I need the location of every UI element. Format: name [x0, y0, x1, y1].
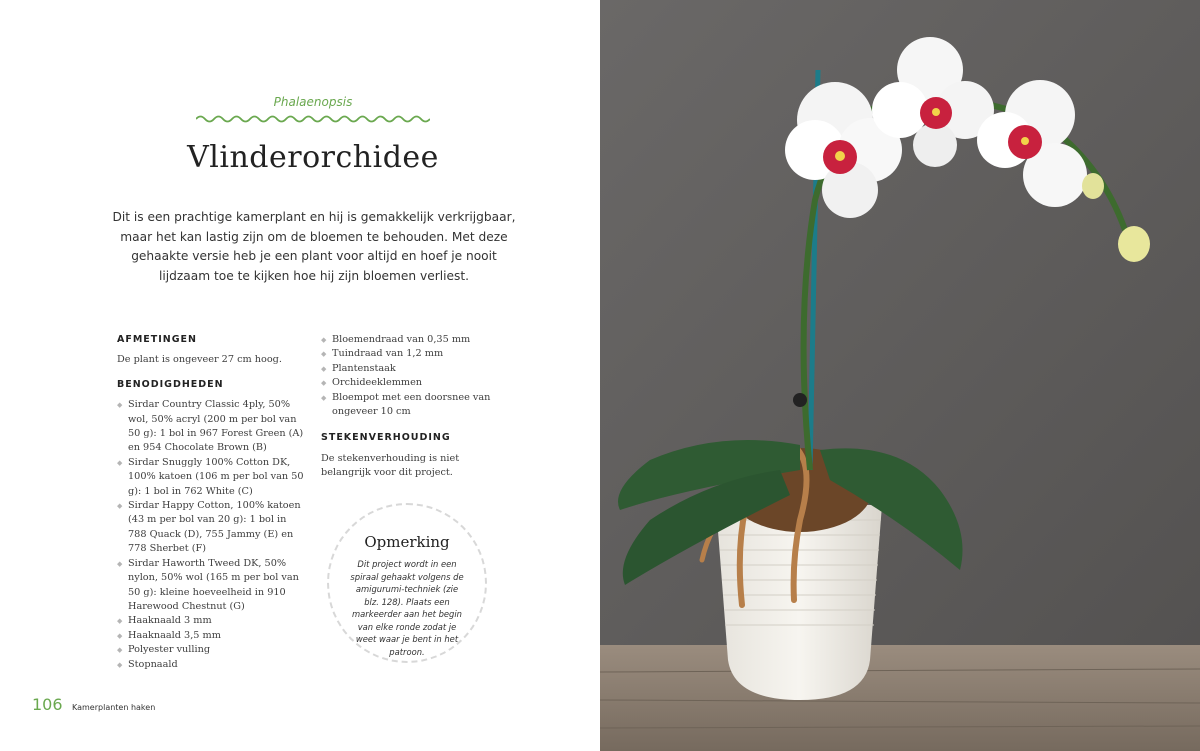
page-title: Vlinderorchidee	[187, 140, 439, 175]
afmetingen-text: De plant is ongeveer 27 cm hoog.	[117, 354, 282, 366]
list-item: ◆ Sirdar Happy Cotton, 100% katoen (43 m per bol van 20 g): 1 bol in 788 Quack (D), 755 Jammy (E) en 778 Sherbet (F)	[117, 499, 307, 557]
list-item: ◆ Stopnaald	[117, 658, 307, 672]
note-title: Opmerking	[364, 533, 450, 551]
page-number: 106	[32, 695, 63, 714]
list-item: ◆ Haaknaald 3 mm	[117, 614, 307, 628]
list-item: ◆ Sirdar Country Classic 4ply, 50% wol, 50% acryl (200 m per bol van 50 g): 1 bol in 967 Forest Green (A) en 954 Chocolate Brown (B)	[117, 398, 307, 456]
stekenverhouding-heading: STEKENVERHOUDING	[321, 432, 451, 444]
list-item: ◆ Orchideeklemmen	[321, 376, 501, 390]
list-item: ◆ Bloemendraad van 0,35 mm	[321, 333, 501, 347]
list-item: ◆ Bloempot met een doorsnee van ongeveer 10 cm	[321, 391, 501, 420]
afmetingen-heading: AFMETINGEN	[117, 334, 197, 345]
intro-text: Dit is een prachtige kamerplant en hij is gemakkelijk verkrijgbaar, maar het kan lastig zijn om de bloemen te behouden. Met deze gehaakte versie heb je een plant voor altijd en hoef je nooit lijdzaam toe te kijken hoe hij zijn bloemen verliest.	[112, 210, 516, 283]
note-text: Dit project wordt in een spiraal gehaakt volgens de amigurumi-techniek (zie blz. 128). Plaats een markeerder aan het begin van elke ronde zodat je weet waar je bent in het patroon.	[350, 559, 464, 657]
list-item: ◆ Sirdar Snuggly 100% Cotton DK, 100% katoen (106 m per bol van 50 g): 1 bol in 762 White (C)	[117, 456, 307, 499]
materials-list	[117, 398, 307, 672]
list-item: ◆ Polyester vulling	[117, 643, 307, 657]
footer-book-title: Kamerplanten haken	[72, 703, 156, 712]
list-item: ◆ Plantenstaak	[321, 362, 501, 376]
benodigdheden-heading: BENODIGDHEDEN	[117, 378, 224, 390]
stekenverhouding-text: De stekenverhouding is niet belangrijk voor dit project.	[321, 452, 460, 479]
wave-divider	[196, 114, 430, 124]
list-item: ◆ Tuindraad van 1,2 mm	[321, 347, 501, 361]
list-item: ◆ Sirdar Haworth Tweed DK, 50% nylon, 50% wol (165 m per bol van 50 g): kleine hoeveelheid in 910 Harewood Chestnut (G)	[117, 557, 307, 615]
note-circle	[327, 503, 487, 663]
materials-column-left	[117, 333, 307, 672]
subtitle: Phalaenopsis	[273, 95, 353, 109]
materials-list-continued	[321, 333, 501, 419]
orchid-photo	[600, 0, 1200, 751]
materials-column-right	[321, 333, 501, 491]
list-item: ◆ Haaknaald 3,5 mm	[117, 629, 307, 643]
